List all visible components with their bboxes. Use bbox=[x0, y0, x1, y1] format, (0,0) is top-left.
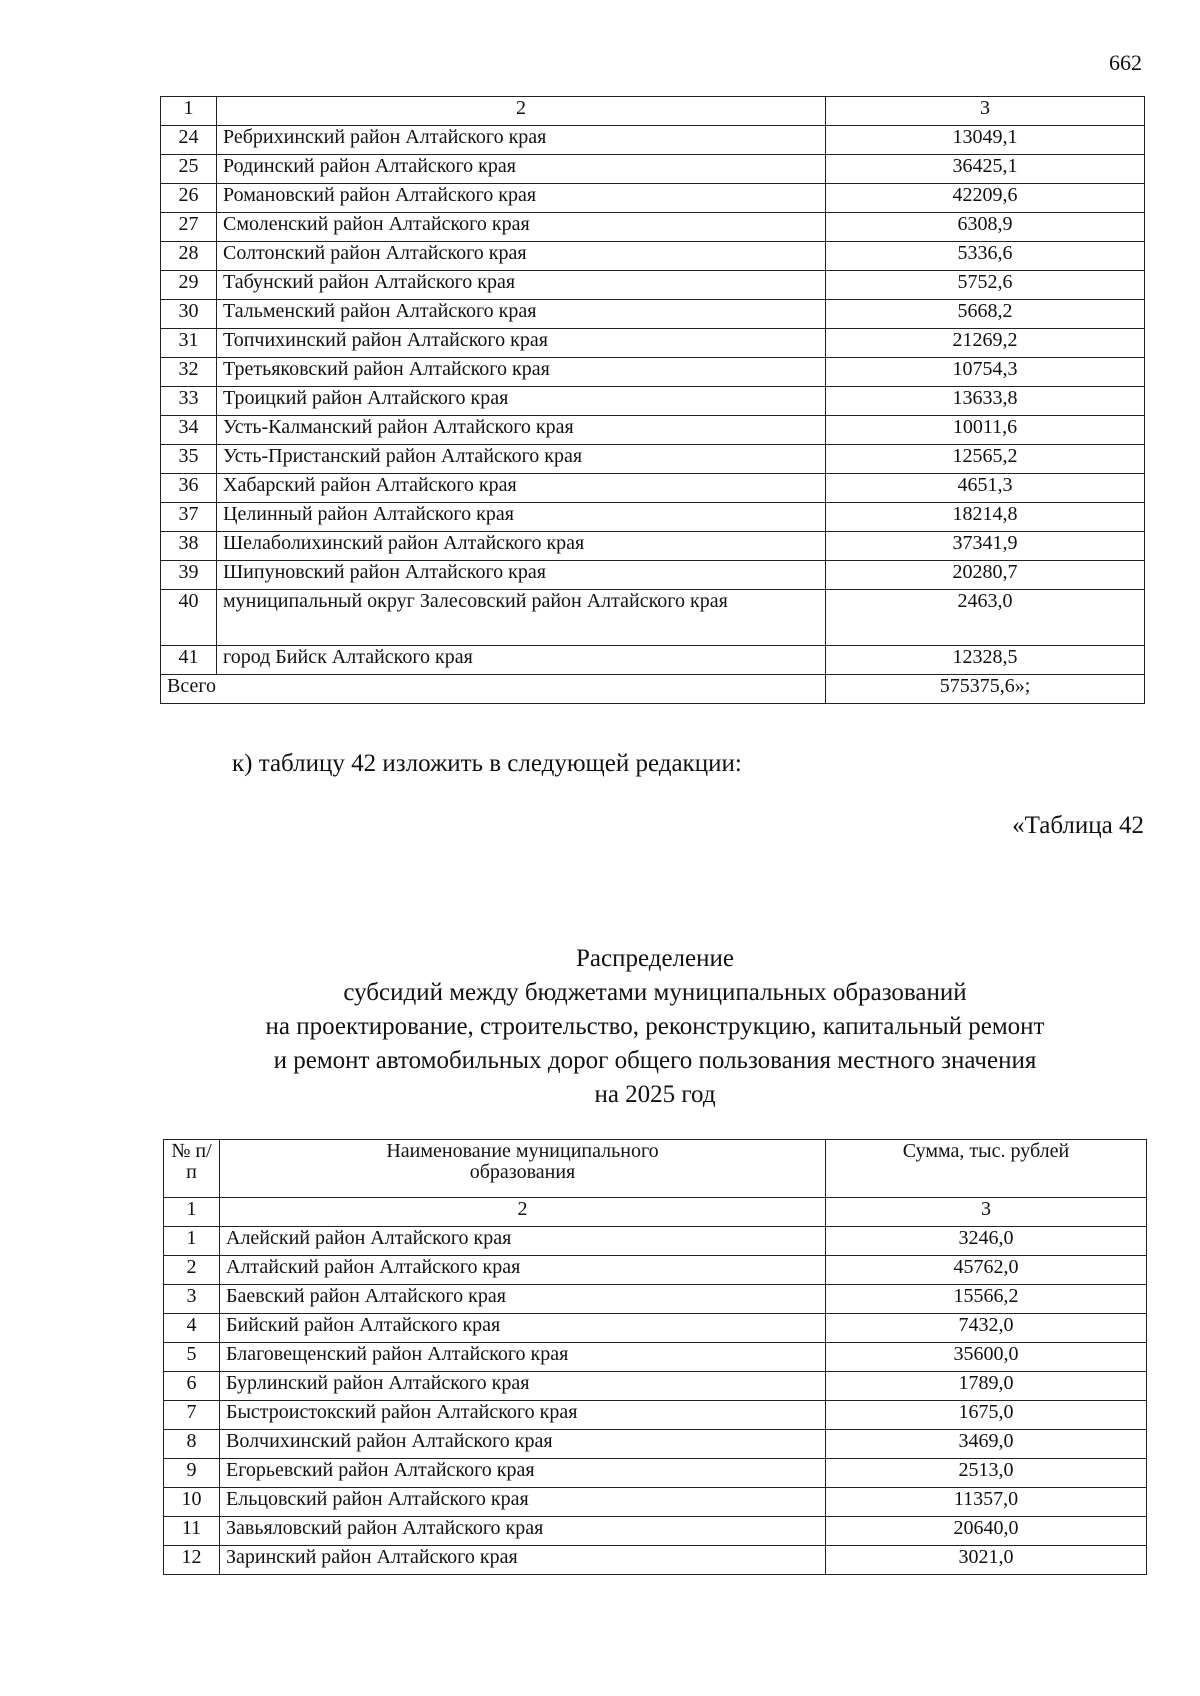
row-number: 2 bbox=[164, 1256, 220, 1285]
header-amount: Сумма, тыс. рублей bbox=[826, 1140, 1147, 1198]
row-number: 8 bbox=[164, 1430, 220, 1459]
municipality-name: Табунский район Алтайского края bbox=[217, 271, 826, 300]
row-number: 28 bbox=[161, 242, 217, 271]
table-row bbox=[164, 1227, 1147, 1256]
instruction-text: к) таблицу 42 изложить в следующей редакции: bbox=[232, 750, 742, 777]
subsidy-amount: 1789,0 bbox=[826, 1372, 1147, 1401]
row-number: 10 bbox=[164, 1488, 220, 1517]
municipality-name: Солтонский район Алтайского края bbox=[217, 242, 826, 271]
subsidy-amount: 10754,3 bbox=[826, 358, 1145, 387]
municipality-name: Тальменский район Алтайского края bbox=[217, 300, 826, 329]
subsidy-amount: 10011,6 bbox=[826, 416, 1145, 445]
subsidy-amount: 20640,0 bbox=[826, 1517, 1147, 1546]
subsidy-amount: 1675,0 bbox=[826, 1401, 1147, 1430]
subsidy-amount: 42209,6 bbox=[826, 184, 1145, 213]
subsidy-amount: 37341,9 bbox=[826, 532, 1145, 561]
title-line: и ремонт автомобильных дорог общего пользования местного значения bbox=[273, 1047, 1037, 1074]
column-number-cell: 2 bbox=[220, 1198, 826, 1227]
subsidy-amount: 13049,1 bbox=[826, 126, 1145, 155]
table-row bbox=[164, 1488, 1147, 1517]
column-number-row bbox=[164, 1198, 1147, 1227]
table-caption: «Таблица 42 bbox=[1012, 812, 1144, 839]
municipality-name: Заринский район Алтайского края bbox=[220, 1546, 826, 1575]
column-number-cell: 3 bbox=[826, 97, 1145, 126]
subsidy-amount: 3246,0 bbox=[826, 1227, 1147, 1256]
subsidy-amount: 3469,0 bbox=[826, 1430, 1147, 1459]
table-row bbox=[164, 1285, 1147, 1314]
subsidy-amount: 6308,9 bbox=[826, 213, 1145, 242]
municipality-name: Усть-Пристанский район Алтайского края bbox=[217, 445, 826, 474]
column-number-row bbox=[161, 97, 1145, 126]
row-number: 37 bbox=[161, 503, 217, 532]
municipality-name: Алтайский район Алтайского края bbox=[220, 1256, 826, 1285]
subsidy-amount: 2513,0 bbox=[826, 1459, 1147, 1488]
row-number: 31 bbox=[161, 329, 217, 358]
municipality-name: Третьяковский район Алтайского края bbox=[217, 358, 826, 387]
row-number: 1 bbox=[164, 1227, 220, 1256]
row-number: 24 bbox=[161, 126, 217, 155]
municipality-name: Бурлинский район Алтайского края bbox=[220, 1372, 826, 1401]
row-number: 9 bbox=[164, 1459, 220, 1488]
subsidy-amount: 12565,2 bbox=[826, 445, 1145, 474]
table-row bbox=[161, 329, 1145, 358]
table-row bbox=[161, 300, 1145, 329]
municipality-name: Быстроистокский район Алтайского края bbox=[220, 1401, 826, 1430]
municipality-name: Ребрихинский район Алтайского края bbox=[217, 126, 826, 155]
table-row bbox=[161, 445, 1145, 474]
subsidy-amount: 12328,5 bbox=[826, 646, 1145, 675]
municipality-name: Усть-Калманский район Алтайского края bbox=[217, 416, 826, 445]
table-row bbox=[164, 1372, 1147, 1401]
title-line: на 2025 год bbox=[594, 1081, 716, 1108]
row-number: 5 bbox=[164, 1343, 220, 1372]
table-row bbox=[161, 416, 1145, 445]
municipality-name: Троицкий район Алтайского края bbox=[217, 387, 826, 416]
municipality-name: Благовещенский район Алтайского края bbox=[220, 1343, 826, 1372]
row-number: 6 bbox=[164, 1372, 220, 1401]
subsidy-amount: 18214,8 bbox=[826, 503, 1145, 532]
municipality-name: Хабарский район Алтайского края bbox=[217, 474, 826, 503]
table-row bbox=[161, 646, 1145, 675]
row-number: 33 bbox=[161, 387, 217, 416]
municipality-name: Родинский район Алтайского края bbox=[217, 155, 826, 184]
table-row bbox=[164, 1517, 1147, 1546]
row-number: 41 bbox=[161, 646, 217, 675]
title-line: на проектирование, строительство, реконструкцию, капитальный ремонт bbox=[265, 1013, 1045, 1040]
municipality-name: муниципальный округ Залесовский район Алтайского края bbox=[217, 590, 826, 646]
row-number: 39 bbox=[161, 561, 217, 590]
total-row bbox=[161, 675, 1145, 704]
row-number: 3 bbox=[164, 1285, 220, 1314]
column-number-cell: 2 bbox=[217, 97, 826, 126]
table-row bbox=[164, 1314, 1147, 1343]
table-row bbox=[164, 1256, 1147, 1285]
subsidy-amount: 4651,3 bbox=[826, 474, 1145, 503]
column-number-cell: 3 bbox=[826, 1198, 1147, 1227]
row-number: 11 bbox=[164, 1517, 220, 1546]
column-number-cell: 1 bbox=[161, 97, 217, 126]
row-number: 7 bbox=[164, 1401, 220, 1430]
subsidy-amount: 15566,2 bbox=[826, 1285, 1147, 1314]
total-amount: 575375,6»; bbox=[826, 675, 1145, 704]
row-number: 26 bbox=[161, 184, 217, 213]
subsidy-amount: 35600,0 bbox=[826, 1343, 1147, 1372]
subsidy-table-42 bbox=[163, 1139, 1147, 1575]
header-row bbox=[164, 1140, 1147, 1198]
table-row bbox=[161, 387, 1145, 416]
table-row bbox=[161, 155, 1145, 184]
column-number-cell: 1 bbox=[164, 1198, 220, 1227]
municipality-name: Волчихинский район Алтайского края bbox=[220, 1430, 826, 1459]
table-row bbox=[161, 242, 1145, 271]
municipality-name: Целинный район Алтайского края bbox=[217, 503, 826, 532]
row-number: 30 bbox=[161, 300, 217, 329]
table-row bbox=[164, 1546, 1147, 1575]
subsidy-amount: 11357,0 bbox=[826, 1488, 1147, 1517]
subsidy-amount: 20280,7 bbox=[826, 561, 1145, 590]
subsidy-amount: 36425,1 bbox=[826, 155, 1145, 184]
row-number: 29 bbox=[161, 271, 217, 300]
table-row bbox=[161, 184, 1145, 213]
municipality-name: Топчихинский район Алтайского края bbox=[217, 329, 826, 358]
table-row bbox=[164, 1343, 1147, 1372]
municipality-name: Завьяловский район Алтайского края bbox=[220, 1517, 826, 1546]
subsidy-amount: 7432,0 bbox=[826, 1314, 1147, 1343]
row-number: 25 bbox=[161, 155, 217, 184]
subsidy-amount: 13633,8 bbox=[826, 387, 1145, 416]
row-number: 27 bbox=[161, 213, 217, 242]
municipality-name: Бийский район Алтайского края bbox=[220, 1314, 826, 1343]
row-number: 35 bbox=[161, 445, 217, 474]
subsidy-amount: 2463,0 bbox=[826, 590, 1145, 646]
municipality-name: Шелаболихинский район Алтайского края bbox=[217, 532, 826, 561]
subsidy-amount: 5336,6 bbox=[826, 242, 1145, 271]
municipality-name: город Бийск Алтайского края bbox=[217, 646, 826, 675]
header-number: № п/п bbox=[164, 1140, 220, 1198]
header-name: Наименование муниципального образования bbox=[220, 1140, 826, 1198]
title-line: субсидий между бюджетами муниципальных образований bbox=[343, 979, 967, 1006]
title-line: Распределение bbox=[576, 945, 734, 972]
table-row bbox=[161, 213, 1145, 242]
table-row bbox=[161, 532, 1145, 561]
table-row bbox=[161, 126, 1145, 155]
table-row bbox=[161, 503, 1145, 532]
municipality-name: Ельцовский район Алтайского края bbox=[220, 1488, 826, 1517]
row-number: 36 bbox=[161, 474, 217, 503]
row-number: 4 bbox=[164, 1314, 220, 1343]
subsidy-amount: 3021,0 bbox=[826, 1546, 1147, 1575]
page-number: 662 bbox=[1109, 50, 1142, 75]
table-row bbox=[161, 358, 1145, 387]
row-number: 32 bbox=[161, 358, 217, 387]
table-row bbox=[161, 590, 1145, 646]
subsidy-amount: 21269,2 bbox=[826, 329, 1145, 358]
subsidy-table-continuation bbox=[160, 96, 1145, 704]
row-number: 38 bbox=[161, 532, 217, 561]
municipality-name: Шипуновский район Алтайского края bbox=[217, 561, 826, 590]
table-title bbox=[160, 942, 1150, 1112]
municipality-name: Смоленский район Алтайского края bbox=[217, 213, 826, 242]
total-label: Всего bbox=[161, 675, 826, 704]
row-number: 40 bbox=[161, 590, 217, 646]
row-number: 34 bbox=[161, 416, 217, 445]
table-row bbox=[164, 1430, 1147, 1459]
table-row bbox=[164, 1459, 1147, 1488]
row-number: 12 bbox=[164, 1546, 220, 1575]
table-row bbox=[161, 271, 1145, 300]
subsidy-amount: 5668,2 bbox=[826, 300, 1145, 329]
municipality-name: Егорьевский район Алтайского края bbox=[220, 1459, 826, 1488]
table-row bbox=[164, 1401, 1147, 1430]
subsidy-amount: 45762,0 bbox=[826, 1256, 1147, 1285]
municipality-name: Романовский район Алтайского края bbox=[217, 184, 826, 213]
municipality-name: Алейский район Алтайского края bbox=[220, 1227, 826, 1256]
table-row bbox=[161, 561, 1145, 590]
table-row bbox=[161, 474, 1145, 503]
subsidy-amount: 5752,6 bbox=[826, 271, 1145, 300]
municipality-name: Баевский район Алтайского края bbox=[220, 1285, 826, 1314]
